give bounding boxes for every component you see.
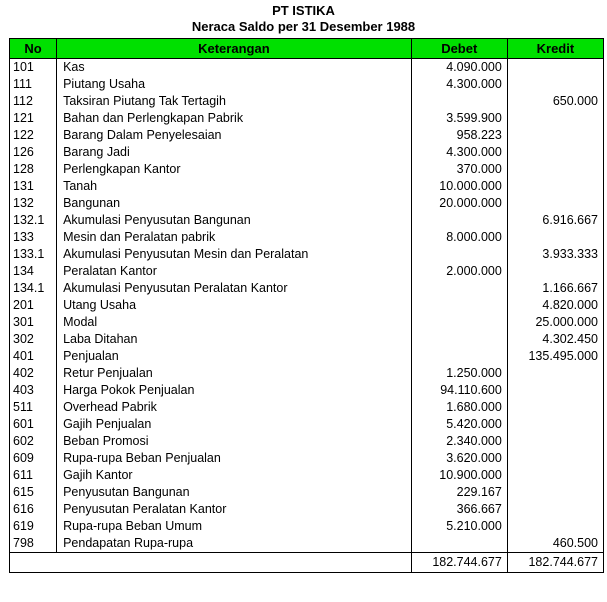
row-keterangan: Beban Promosi — [57, 433, 412, 450]
row-keterangan: Harga Pokok Penjualan — [57, 382, 412, 399]
table-row — [10, 263, 604, 280]
row-keterangan: Penjualan — [57, 348, 412, 365]
row-debet: 366.667 — [411, 501, 507, 518]
table-row — [10, 229, 604, 246]
row-debet: 4.300.000 — [411, 76, 507, 93]
row-no: 134 — [10, 263, 57, 280]
table-row — [10, 110, 604, 127]
row-debet: 4.090.000 — [411, 59, 507, 77]
table-row — [10, 518, 604, 535]
row-keterangan: Modal — [57, 314, 412, 331]
header-debet: Debet — [411, 39, 507, 59]
row-no: 201 — [10, 297, 57, 314]
row-no: 601 — [10, 416, 57, 433]
row-no: 402 — [10, 365, 57, 382]
row-debet: 2.000.000 — [411, 263, 507, 280]
row-kredit: 4.820.000 — [507, 297, 603, 314]
row-keterangan: Overhead Pabrik — [57, 399, 412, 416]
table-row — [10, 161, 604, 178]
row-keterangan: Gajih Kantor — [57, 467, 412, 484]
row-debet — [411, 331, 507, 348]
trial-balance-table — [9, 38, 604, 573]
row-kredit: 25.000.000 — [507, 314, 603, 331]
row-kredit — [507, 382, 603, 399]
table-row — [10, 144, 604, 161]
report-titles — [0, 0, 607, 35]
row-debet: 10.900.000 — [411, 467, 507, 484]
row-kredit: 6.916.667 — [507, 212, 603, 229]
table-row — [10, 433, 604, 450]
row-no: 616 — [10, 501, 57, 518]
row-debet — [411, 280, 507, 297]
table-row — [10, 59, 604, 77]
row-keterangan: Mesin dan Peralatan pabrik — [57, 229, 412, 246]
total-debet: 182.744.677 — [411, 553, 507, 573]
row-no: 302 — [10, 331, 57, 348]
row-kredit: 135.495.000 — [507, 348, 603, 365]
row-kredit — [507, 229, 603, 246]
row-no: 403 — [10, 382, 57, 399]
row-no: 602 — [10, 433, 57, 450]
row-no: 128 — [10, 161, 57, 178]
row-kredit — [507, 144, 603, 161]
table-row — [10, 365, 604, 382]
table-row — [10, 76, 604, 93]
header-keterangan: Keterangan — [57, 39, 412, 59]
table-row — [10, 484, 604, 501]
row-debet: 1.250.000 — [411, 365, 507, 382]
table-row — [10, 314, 604, 331]
company-title: PT ISTIKA — [272, 3, 335, 18]
row-kredit: 1.166.667 — [507, 280, 603, 297]
row-debet: 94.110.600 — [411, 382, 507, 399]
row-kredit: 4.302.450 — [507, 331, 603, 348]
table-row — [10, 212, 604, 229]
row-kredit: 650.000 — [507, 93, 603, 110]
header-no: No — [10, 39, 57, 59]
total-blank-no — [10, 553, 57, 573]
table-row — [10, 467, 604, 484]
row-debet — [411, 212, 507, 229]
row-no: 101 — [10, 59, 57, 77]
row-kredit: 460.500 — [507, 535, 603, 553]
row-debet — [411, 535, 507, 553]
row-keterangan: Gajih Penjualan — [57, 416, 412, 433]
row-debet — [411, 314, 507, 331]
row-no: 511 — [10, 399, 57, 416]
row-no: 133.1 — [10, 246, 57, 263]
row-keterangan: Barang Dalam Penyelesaian — [57, 127, 412, 144]
row-kredit — [507, 450, 603, 467]
row-debet — [411, 297, 507, 314]
row-no: 122 — [10, 127, 57, 144]
row-keterangan: Tanah — [57, 178, 412, 195]
report-subtitle: Neraca Saldo per 31 Desember 1988 — [191, 19, 416, 34]
row-keterangan: Retur Penjualan — [57, 365, 412, 382]
row-no: 121 — [10, 110, 57, 127]
row-kredit: 3.933.333 — [507, 246, 603, 263]
row-keterangan: Rupa-rupa Beban Umum — [57, 518, 412, 535]
row-kredit — [507, 501, 603, 518]
table-row — [10, 195, 604, 212]
row-kredit — [507, 161, 603, 178]
row-kredit — [507, 127, 603, 144]
row-debet: 1.680.000 — [411, 399, 507, 416]
row-kredit — [507, 467, 603, 484]
row-no: 133 — [10, 229, 57, 246]
table-row — [10, 399, 604, 416]
row-debet: 958.223 — [411, 127, 507, 144]
table-row — [10, 348, 604, 365]
row-no: 619 — [10, 518, 57, 535]
row-debet: 3.599.900 — [411, 110, 507, 127]
row-debet — [411, 93, 507, 110]
row-keterangan: Laba Ditahan — [57, 331, 412, 348]
table-row — [10, 501, 604, 518]
row-kredit — [507, 178, 603, 195]
row-debet: 8.000.000 — [411, 229, 507, 246]
row-debet: 370.000 — [411, 161, 507, 178]
row-no: 301 — [10, 314, 57, 331]
row-debet: 3.620.000 — [411, 450, 507, 467]
row-debet: 10.000.000 — [411, 178, 507, 195]
row-keterangan: Rupa-rupa Beban Penjualan — [57, 450, 412, 467]
row-debet — [411, 246, 507, 263]
table-row — [10, 246, 604, 263]
row-no: 126 — [10, 144, 57, 161]
row-debet: 2.340.000 — [411, 433, 507, 450]
row-kredit — [507, 518, 603, 535]
table-row — [10, 450, 604, 467]
row-no: 112 — [10, 93, 57, 110]
row-no: 615 — [10, 484, 57, 501]
total-blank-ket — [57, 553, 412, 573]
row-no: 609 — [10, 450, 57, 467]
table-row — [10, 535, 604, 553]
row-keterangan: Piutang Usaha — [57, 76, 412, 93]
table-row — [10, 297, 604, 314]
row-kredit — [507, 484, 603, 501]
row-debet: 4.300.000 — [411, 144, 507, 161]
row-keterangan: Perlengkapan Kantor — [57, 161, 412, 178]
row-kredit — [507, 59, 603, 77]
row-keterangan: Penyusutan Bangunan — [57, 484, 412, 501]
row-keterangan: Penyusutan Peralatan Kantor — [57, 501, 412, 518]
row-kredit — [507, 195, 603, 212]
row-keterangan: Bahan dan Perlengkapan Pabrik — [57, 110, 412, 127]
row-kredit — [507, 399, 603, 416]
row-kredit — [507, 365, 603, 382]
row-keterangan: Utang Usaha — [57, 297, 412, 314]
table-row — [10, 93, 604, 110]
row-keterangan: Peralatan Kantor — [57, 263, 412, 280]
table-body — [10, 59, 604, 553]
row-keterangan: Kas — [57, 59, 412, 77]
row-no: 611 — [10, 467, 57, 484]
table-row — [10, 416, 604, 433]
table-row — [10, 178, 604, 195]
row-keterangan: Akumulasi Penyusutan Mesin dan Peralatan — [57, 246, 412, 263]
row-debet — [411, 348, 507, 365]
row-no: 132 — [10, 195, 57, 212]
row-kredit — [507, 433, 603, 450]
row-kredit — [507, 110, 603, 127]
row-no: 111 — [10, 76, 57, 93]
total-kredit: 182.744.677 — [507, 553, 603, 573]
table-header-row — [10, 39, 604, 59]
row-kredit — [507, 76, 603, 93]
row-no: 401 — [10, 348, 57, 365]
table-row — [10, 280, 604, 297]
row-no: 131 — [10, 178, 57, 195]
table-row — [10, 382, 604, 399]
row-keterangan: Barang Jadi — [57, 144, 412, 161]
table-row — [10, 331, 604, 348]
row-keterangan: Akumulasi Penyusutan Peralatan Kantor — [57, 280, 412, 297]
row-keterangan: Taksiran Piutang Tak Tertagih — [57, 93, 412, 110]
row-no: 134.1 — [10, 280, 57, 297]
row-no: 132.1 — [10, 212, 57, 229]
row-debet: 5.210.000 — [411, 518, 507, 535]
row-keterangan: Bangunan — [57, 195, 412, 212]
row-keterangan: Pendapatan Rupa-rupa — [57, 535, 412, 553]
row-kredit — [507, 416, 603, 433]
header-kredit: Kredit — [507, 39, 603, 59]
row-kredit — [507, 263, 603, 280]
row-debet: 20.000.000 — [411, 195, 507, 212]
total-row — [10, 553, 604, 573]
row-debet: 5.420.000 — [411, 416, 507, 433]
row-no: 798 — [10, 535, 57, 553]
row-debet: 229.167 — [411, 484, 507, 501]
table-row — [10, 127, 604, 144]
row-keterangan: Akumulasi Penyusutan Bangunan — [57, 212, 412, 229]
